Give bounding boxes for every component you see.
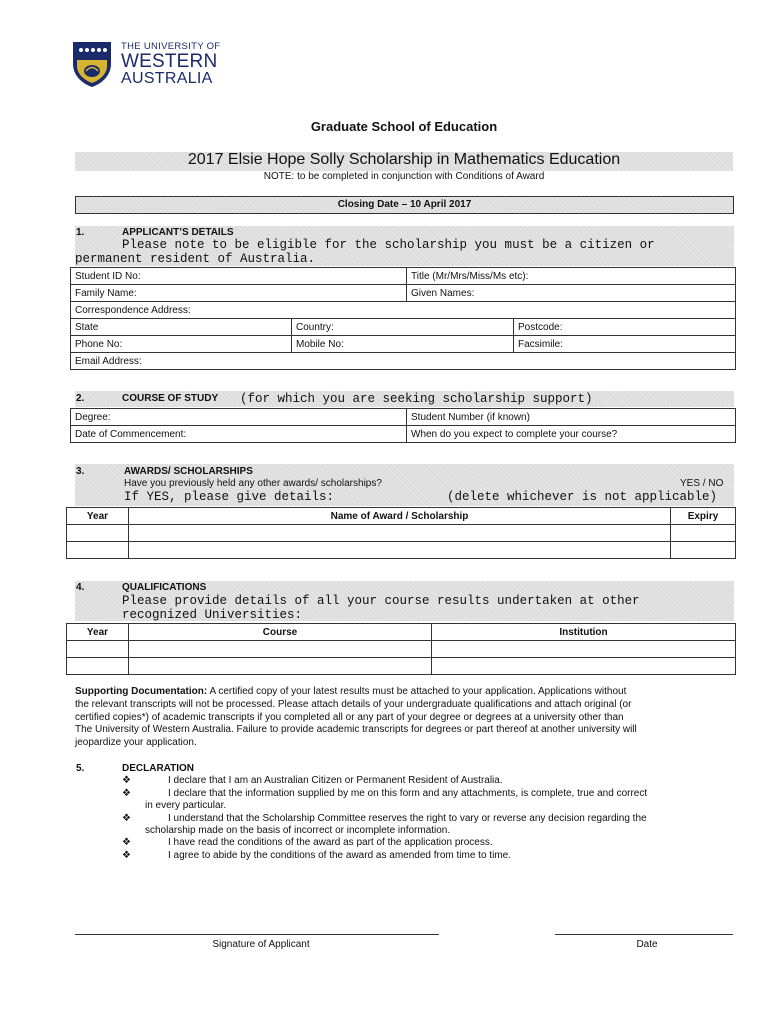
awards-col-expiry: Expiry [671, 508, 736, 525]
awards-col-name: Name of Award / Scholarship [129, 508, 671, 525]
supporting-line-4: The University of Western Australia. Failure to provide academic transcripts for degrees or part thereof at another university will [75, 724, 637, 736]
closing-date: Closing Date – 10 April 2017 [75, 196, 734, 214]
date-line[interactable] [555, 934, 733, 935]
declaration-item-3: I understand that the Scholarship Committee reserves the right to vary or reverse any decision regarding the [168, 813, 647, 824]
table-cell[interactable] [67, 658, 129, 675]
supporting-documentation [75, 686, 740, 750]
qual-col-course: Course [129, 624, 432, 641]
logo-line-3: AUSTRALIA [121, 70, 213, 87]
commencement-field[interactable]: Date of Commencement: [71, 426, 407, 443]
table-row [67, 542, 736, 559]
awards-col-year: Year [67, 508, 129, 525]
signature-label: Signature of Applicant [212, 939, 310, 950]
table-cell[interactable] [432, 641, 736, 658]
supporting-line-2: the relevant transcripts will not be processed. Please attach details of your undergraduate qualifications and attach original (or [75, 698, 632, 710]
section-2-number: 2. [76, 393, 85, 404]
yes-no-option[interactable]: YES / NO [680, 478, 724, 489]
mobile-field[interactable]: Mobile No: [292, 336, 514, 353]
degree-field[interactable]: Degree: [71, 409, 407, 426]
table-row [67, 641, 736, 658]
supporting-line-3: certified copies*) of academic transcripts if you completed all or any part of your degree or degrees at a university other than [75, 711, 624, 723]
country-field[interactable]: Country: [292, 319, 514, 336]
section-3-question: Have you previously held any other awards/ scholarships? [124, 478, 382, 489]
table-row [67, 525, 736, 542]
university-crest-icon [71, 40, 113, 88]
applicant-details-table [70, 267, 736, 370]
postcode-field[interactable]: Postcode: [514, 319, 736, 336]
table-cell[interactable] [129, 525, 671, 542]
school-title: Graduate School of Education [310, 119, 498, 134]
family-name-field[interactable]: Family Name: [71, 285, 407, 302]
logo-line-1: THE UNIVERSITY OF [121, 41, 221, 52]
supporting-label: Supporting Documentation: [75, 686, 208, 697]
awards-table [66, 507, 736, 559]
section-4-title: QUALIFICATIONS [122, 582, 207, 593]
delete-note: (delete whichever is not applicable) [447, 490, 718, 504]
declaration-item-4: I have read the conditions of the award as part of the application process. [168, 837, 493, 848]
logo-line-2: WESTERN [121, 51, 218, 72]
phone-field[interactable]: Phone No: [71, 336, 292, 353]
section-1-note-line-2: permanent resident of Australia. [75, 252, 316, 266]
completion-field[interactable]: When do you expect to complete your course? [407, 426, 736, 443]
table-cell[interactable] [129, 641, 432, 658]
university-logo [71, 40, 231, 88]
table-cell[interactable] [67, 525, 129, 542]
declaration-item-3-cont: scholarship made on the basis of incorrect or incomplete information. [145, 825, 451, 836]
supporting-text-1: A certified copy of your latest results must be attached to your application. Applications without [209, 686, 627, 697]
table-cell[interactable] [671, 542, 736, 559]
section-4-note-line-1: Please provide details of all your course results undertaken at other [122, 594, 640, 608]
address-field[interactable]: Correspondence Address: [71, 302, 736, 319]
table-cell[interactable] [671, 525, 736, 542]
qualifications-table [66, 623, 736, 675]
bullet-icon: ❖ [122, 813, 131, 824]
course-of-study-table [70, 408, 736, 443]
declaration-item-2: I declare that the information supplied by me on this form and any attachments, is complete, true and correct [168, 788, 648, 799]
title-field[interactable]: Title (Mr/Mrs/Miss/Ms etc): [407, 268, 736, 285]
declaration-item-2-cont: in every particular. [145, 800, 227, 811]
banner-note: NOTE: to be completed in conjunction with Conditions of Award [263, 171, 545, 182]
state-field[interactable]: State [71, 319, 292, 336]
supporting-line-1 [75, 686, 740, 699]
table-cell[interactable] [129, 542, 671, 559]
email-field[interactable]: Email Address: [71, 353, 736, 370]
section-1-number: 1. [76, 227, 85, 238]
table-cell[interactable] [67, 542, 129, 559]
facsimile-field[interactable]: Facsimile: [514, 336, 736, 353]
declaration-item-5: I agree to abide by the conditions of the award as amended from time to time. [168, 850, 511, 861]
bullet-icon: ❖ [122, 775, 131, 786]
student-id-field[interactable]: Student ID No: [71, 268, 407, 285]
section-3-title: AWARDS/ SCHOLARSHIPS [124, 466, 253, 477]
section-4-number: 4. [76, 582, 85, 593]
section-4-note-line-2: recognized Universities: [122, 608, 303, 622]
date-label: Date [636, 939, 658, 950]
table-cell[interactable] [67, 641, 129, 658]
section-1-title: APPLICANT’S DETAILS [122, 227, 234, 238]
qual-col-institution: Institution [432, 624, 736, 641]
section-2-title: COURSE OF STUDY [122, 393, 219, 404]
table-cell[interactable] [129, 658, 432, 675]
if-yes-label: If YES, please give details: [124, 490, 335, 504]
bullet-icon: ❖ [122, 850, 131, 861]
bullet-icon: ❖ [122, 837, 131, 848]
scholarship-title: 2017 Elsie Hope Solly Scholarship in Mathematics Education [187, 151, 621, 168]
table-row [67, 658, 736, 675]
signature-line[interactable] [75, 934, 439, 935]
supporting-line-5: jeopardize your application. [75, 737, 197, 749]
student-number-field[interactable]: Student Number (if known) [407, 409, 736, 426]
table-cell[interactable] [432, 658, 736, 675]
declaration-item-1: I declare that I am an Australian Citizen or Permanent Resident of Australia. [168, 775, 503, 786]
section-5-title: DECLARATION [122, 763, 195, 774]
section-5-number: 5. [76, 763, 85, 774]
section-3-number: 3. [76, 466, 85, 477]
qual-col-year: Year [67, 624, 129, 641]
section-2-subtitle: (for which you are seeking scholarship support) [240, 392, 593, 406]
bullet-icon: ❖ [122, 788, 131, 799]
section-1-note-line-1: Please note to be eligible for the scholarship you must be a citizen or [122, 238, 655, 252]
given-names-field[interactable]: Given Names: [407, 285, 736, 302]
